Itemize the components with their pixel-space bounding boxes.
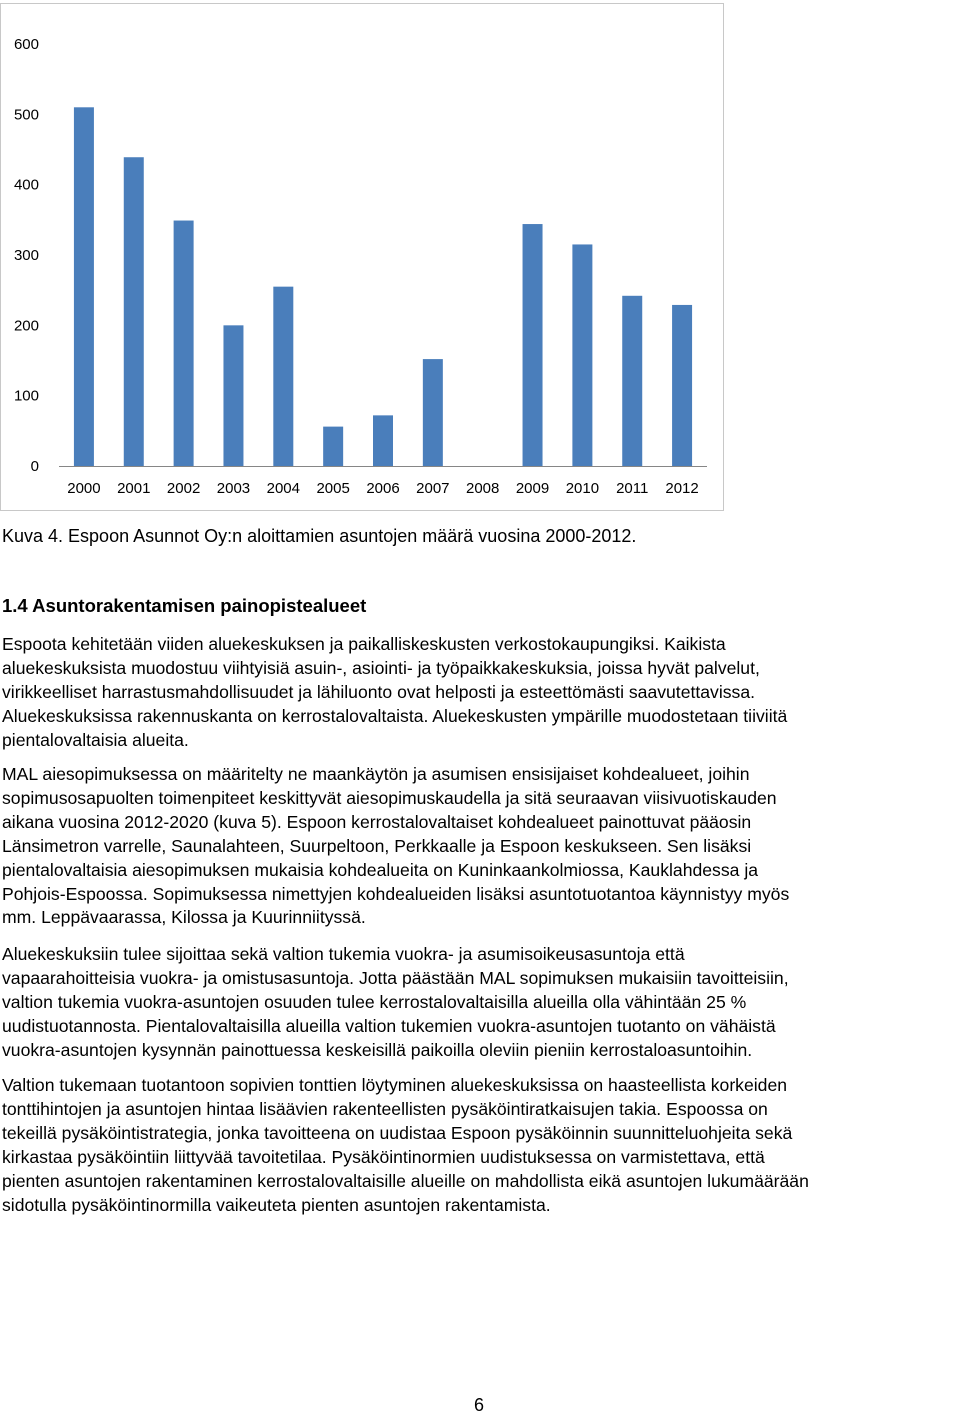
x-tick-label: 2003 (216, 480, 251, 497)
x-tick-label: 2009 (515, 480, 550, 497)
y-tick-label: 300 (13, 247, 39, 264)
paragraph-line: Pohjois-Espoossa. Sopimuksessa nimettyjen kohdealueiden lisäksi asuntotuotantoa käynnistyy myös (2, 883, 790, 904)
y-tick-label: 0 (30, 458, 39, 475)
paragraph-line: aikana vuosina 2012-2020 (kuva 5). Espoon kerrostalovaltaiset kohdealueet painottuvat pääosin (2, 811, 752, 832)
x-tick-label: 2007 (416, 480, 450, 497)
bar-2010 (572, 244, 592, 466)
paragraph-1 (2, 633, 960, 753)
paragraph-line: aluekeskuksista muodostuu viihtyisiä asuin-, asiointi- ja työpaikkakeskuksia, joissa hyvät palvelut, (2, 657, 760, 678)
paragraph-line: kirkastaa pysäköintiin liittyvää tavoitetilaa. Pysäköintinormien uudistuksessa on varmistettava, että (2, 1146, 765, 1167)
y-tick-label: 500 (13, 106, 39, 124)
x-tick-label: 2004 (266, 480, 300, 497)
paragraph-line: vapaarahoitteisia vuokra- ja omistusasuntoja. Jotta päästään MAL sopimuksen mukaisiin tavoitteisiin, (2, 967, 789, 988)
bar-2005 (323, 427, 343, 466)
bar-2011 (622, 296, 642, 466)
paragraph-4 (2, 1074, 960, 1217)
y-tick-label: 400 (13, 176, 39, 194)
bar-2006 (373, 415, 393, 466)
paragraph-line: vuokra-asuntojen kysynnän painottuessa keskeisillä paikoilla oleviin pieniin kerrostaloasuntoihin. (2, 1039, 753, 1060)
x-tick-label: 2001 (117, 480, 151, 497)
paragraph-line: valtion tukemia vuokra-asuntojen osuuden tulee kerrostalovaltaisilla alueilla olla vähintään 25 % (2, 991, 747, 1012)
paragraph-line: tonttihintojen ja asuntojen hintaa lisäävien rakenteellisten pysäköintiratkaisujen takia. Espoossa on (2, 1098, 768, 1119)
bar-2001 (124, 157, 144, 466)
bar-2002 (174, 221, 194, 466)
paragraph-3 (2, 943, 960, 1063)
paragraph-line: Aluekeskuksissa rakennuskanta on kerrostalovaltaista. Aluekeskusten ympärille muodostetaan tiiviitä (2, 705, 788, 726)
paragraph-line: uudistuotannosta. Pientalovaltaisilla alueilla valtion tukemien vuokra-asuntojen tuotanto on vähäistä (2, 1015, 776, 1036)
paragraph-line: virikkeelliset harrastusmahdollisuudet ja lähiluonto ovat helposti ja esteettömästi saavutettavissa. (2, 681, 756, 702)
x-tick-label: 2006 (366, 480, 400, 497)
x-tick-label: 2002 (166, 480, 201, 497)
bar-2004 (273, 287, 293, 466)
x-tick-label: 2005 (316, 480, 350, 497)
bar-2003 (223, 325, 243, 466)
bar-2007 (423, 359, 443, 466)
bar-2012 (672, 305, 692, 466)
y-tick-label: 600 (13, 36, 39, 53)
paragraph-line: pientalovaltaisia alueita. (2, 729, 189, 750)
paragraph-line: MAL aiesopimuksessa on määritelty ne maankäytön ja asumisen ensisijaiset kohdealueet, joihin (2, 764, 750, 784)
x-tick-label: 2012 (665, 480, 699, 497)
chart-canvas (1, 4, 723, 510)
bar-2009 (523, 224, 543, 466)
paragraph-2 (2, 763, 960, 930)
bar-2000 (74, 107, 94, 466)
y-tick-label: 100 (13, 387, 39, 405)
page-number: 6 (474, 1395, 485, 1415)
paragraph-line: Aluekeskuksiin tulee sijoittaa sekä valtion tukemia vuokra- ja asumisoikeusasuntoja että (2, 944, 685, 964)
x-tick-label: 2008 (466, 480, 500, 497)
paragraph-line: pientalovaltaisia aiesopimuksen mukaisia kohdealueita on Kuninkaankolmiossa, Kauklahdessa ja (2, 859, 759, 880)
paragraph-line: Espoota kehitetään viiden aluekeskuksen ja paikalliskeskusten verkostokaupungiksi. Kaikista (2, 634, 726, 654)
x-tick-label: 2000 (67, 480, 101, 497)
bar-chart (0, 3, 724, 511)
section-heading: 1.4 Asuntorakentamisen painopistealueet (2, 595, 367, 616)
y-tick-label: 200 (13, 317, 39, 335)
paragraph-line: tekeillä pysäköintistrategia, jonka tavoitteena on uudistaa Espoon pysäköinnin suunnitteluohjeita sekä (2, 1122, 793, 1143)
paragraph-line: pienten asuntojen rakentaminen kerrostalovaltaisille alueille on mahdollista eikä asuntojen lukumäärään (2, 1170, 809, 1191)
paragraph-line: mm. Leppävaarassa, Kilossa ja Kuurinniityssä. (2, 907, 366, 928)
paragraph-line: sidotulla pysäköintinormilla vaikeuteta pienten asuntojen rakentamista. (2, 1194, 551, 1215)
x-tick-label: 2011 (616, 480, 649, 497)
x-tick-label: 2010 (565, 480, 600, 497)
paragraph-line: Länsimetron varrelle, Saunalahteen, Suurpeltoon, Perkkaalle ja Espoon keskukseen. Sen lisäksi (2, 835, 752, 856)
paragraph-line: Valtion tukemaan tuotantoon sopivien tonttien löytyminen aluekeskuksissa on haasteellista korkeiden (2, 1075, 788, 1095)
paragraph-line: sopimusosapuolten toimenpiteet keskittyvät aiesopimuskaudella ja sitä seuraavan viisivuotiskauden (2, 787, 777, 808)
figure-caption: Kuva 4. Espoon Asunnot Oy:n aloittamien asuntojen määrä vuosina 2000-2012. (2, 526, 637, 546)
